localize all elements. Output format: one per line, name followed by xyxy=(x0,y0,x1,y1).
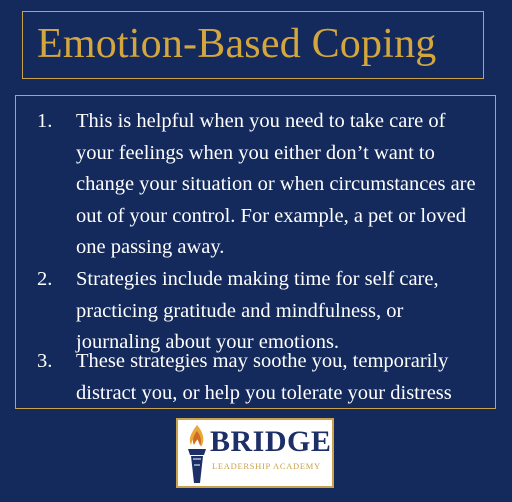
list-item-number: 1. xyxy=(37,110,53,132)
coping-list xyxy=(15,95,496,409)
list-item-number: 2. xyxy=(37,268,53,290)
bridge-logo xyxy=(176,418,334,488)
title-frame xyxy=(22,11,484,79)
torch-icon xyxy=(182,423,212,487)
page-title: Emotion-Based Coping xyxy=(37,21,437,67)
list-item-text: These strategies may soothe you, temporarily distract you, or help you tolerate your distress xyxy=(76,350,452,404)
logo-name: BRIDGE xyxy=(210,425,332,458)
list-item-number: 3. xyxy=(37,350,53,372)
list-item-text: Strategies include making time for self care, practicing gratitude and mindfulness, or journaling about your emotions. xyxy=(76,268,439,353)
list-item-text: This is helpful when you need to take care of your feelings when you either don’t want to change your situation or when circumstances are out of your control. For example, a pet or loved one passing away. xyxy=(76,110,476,258)
logo-subtitle: LEADERSHIP ACADEMY xyxy=(212,461,321,471)
